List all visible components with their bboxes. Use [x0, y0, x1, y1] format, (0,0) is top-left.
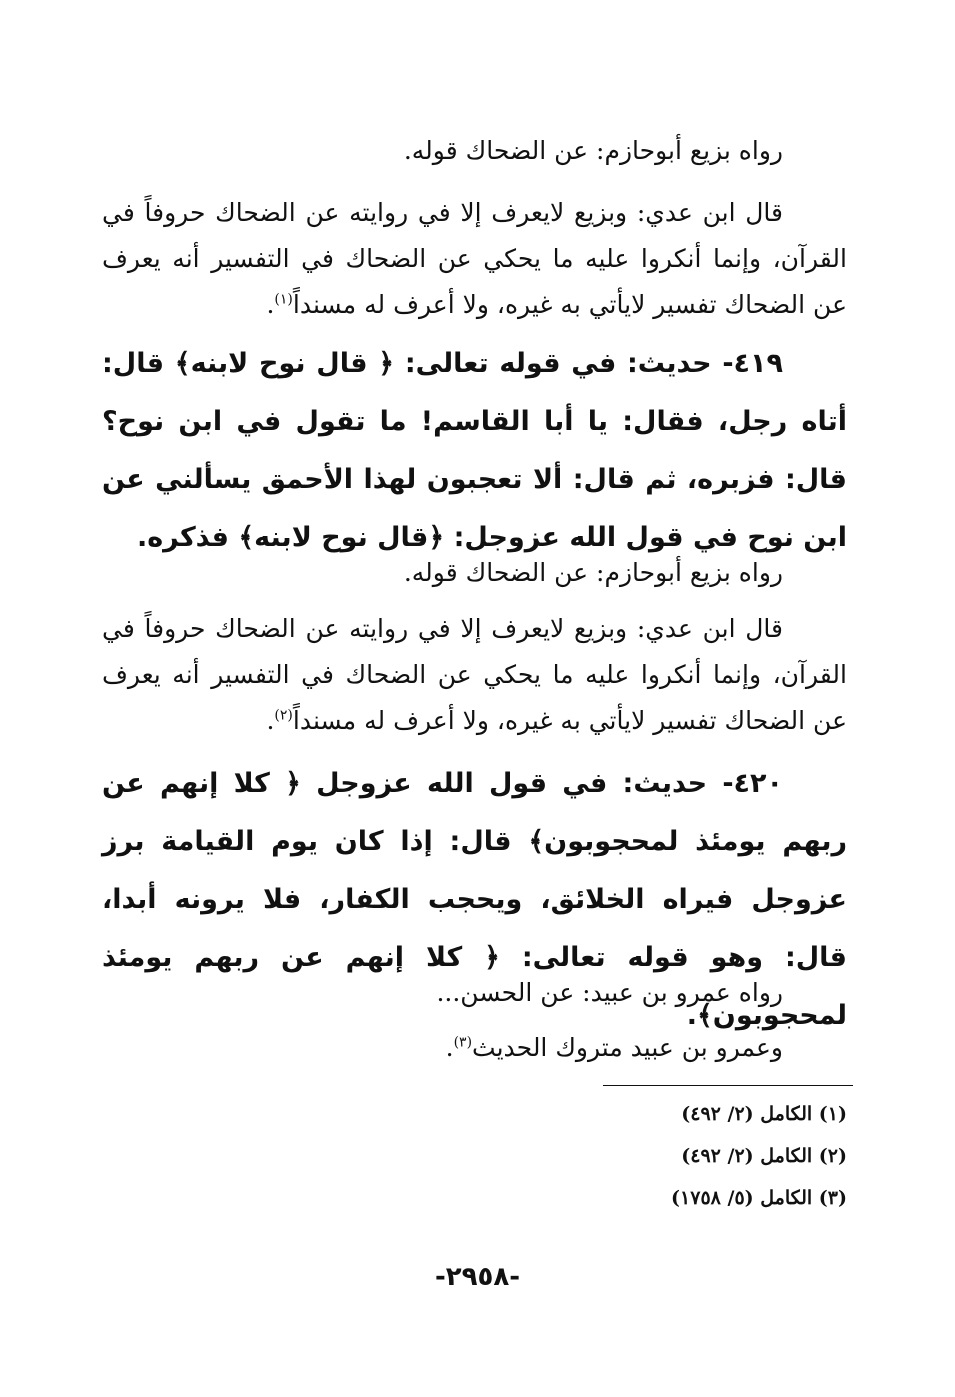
footnote-2: (٢) الكامل (٢/ ٤٩٢) [681, 1145, 847, 1167]
commentary-body: قال ابن عدي: وبزيع لايعرف إلا في روايته عن الضحاك حروفاً في القرآن، وإنما أنكروا عليه ما يحكي عن الضحاك في التفسير أنه يعرف عن الضحاك تفسير لايأتي به غيره، ولا أعرف له مسنداً [102, 614, 847, 735]
commentary-1 [102, 190, 847, 328]
narration-end: . [445, 1033, 454, 1062]
narration-text: رواه بزيع أبوحازم: عن الضحاك قوله. [403, 558, 783, 587]
commentary-end: . [266, 290, 275, 319]
narration-1 [102, 128, 847, 174]
hadith-419 [102, 335, 847, 567]
footnote-ref-2: (٢) [274, 707, 293, 724]
page-number: -٢٩٥٨- [434, 1262, 521, 1292]
commentary-text [102, 606, 847, 744]
narration-2 [102, 550, 847, 596]
commentary-text [102, 190, 847, 328]
footnote-ref-3: (٣) [453, 1034, 473, 1051]
commentary-2 [102, 606, 847, 744]
narration-4 [102, 1025, 847, 1071]
footnote-divider [603, 1085, 853, 1086]
footnote-ref-1: (١) [274, 291, 293, 308]
footnote-1: (١) الكامل (٢/ ٤٩٢) [681, 1103, 847, 1125]
narration-body: وعمرو بن عبيد متروك الحديث [472, 1033, 783, 1062]
narration-text [102, 1025, 847, 1071]
commentary-body: قال ابن عدي: وبزيع لايعرف إلا في روايته عن الضحاك حروفاً في القرآن، وإنما أنكروا عليه ما يحكي عن الضحاك في التفسير أنه يعرف عن الضحاك تفسير لايأتي به غيره، ولا أعرف له مسنداً [102, 198, 847, 319]
narration-text: رواه بزيع أبوحازم: عن الضحاك قوله. [403, 136, 783, 165]
commentary-end: . [266, 706, 275, 735]
narration-3 [102, 970, 847, 1016]
footnote-3: (٣) الكامل (٥/ ١٧٥٨) [671, 1187, 847, 1209]
narration-text: رواه عمرو بن عبيد: عن الحسن... [436, 978, 783, 1007]
hadith-420-text: ٤٢٠- حديث: في قول الله عزوجل ﴿ كلا إنهم عن ربهم يومئذ لمحجوبون﴾ قال: إذا كان يوم القيامة برز عزوجل فيراه الخلائق، ويحجب الكفار، فلا يرونه أبدا، قال: وهو قوله تعالى: ﴿ كلا إنهم عن ربهم يومئذ لمحجوبون﴾. [102, 768, 847, 1031]
hadith-419-text: ٤١٩- حديث: في قوله تعالى: ﴿ قال نوح لابنه﴾ قال: أتاه رجل، فقال: يا أبا القاسم! ما تقول في ابن نوح؟ قال: فزبره، ثم قال: ألا تعجبون لهذا الأحمق يسألني عن ابن نوح في قول الله عزوجل: ﴿قال نوح لابنه﴾ فذكره. [102, 348, 847, 553]
